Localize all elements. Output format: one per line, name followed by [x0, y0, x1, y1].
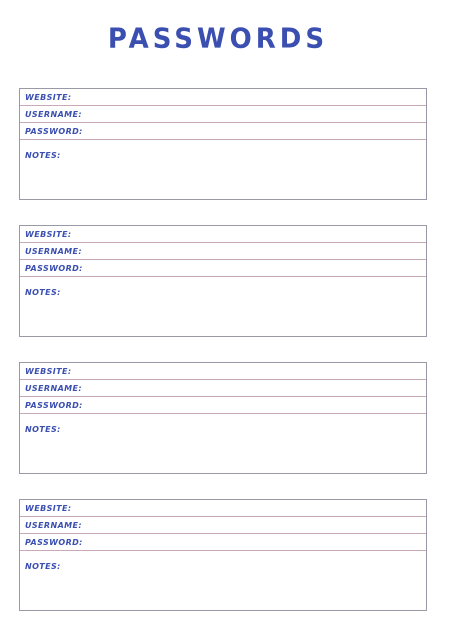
website-label: WEBSITE: [25, 92, 72, 102]
notes-label: NOTES: [25, 425, 61, 434]
username-row[interactable] [20, 380, 426, 397]
password-entry-card [19, 499, 427, 611]
website-label: WEBSITE: [25, 229, 72, 239]
password-label: PASSWORD: [25, 126, 83, 136]
notes-area[interactable] [20, 551, 426, 610]
password-row[interactable] [20, 397, 426, 414]
password-label: PASSWORD: [25, 537, 83, 547]
notes-area[interactable] [20, 277, 426, 336]
username-label: USERNAME: [25, 246, 82, 256]
password-entry-card [19, 88, 427, 200]
website-row[interactable] [20, 363, 426, 380]
password-label: PASSWORD: [25, 400, 83, 410]
website-row[interactable] [20, 500, 426, 517]
username-row[interactable] [20, 106, 426, 123]
username-row[interactable] [20, 243, 426, 260]
website-label: WEBSITE: [25, 366, 72, 376]
website-row[interactable] [20, 226, 426, 243]
website-label: WEBSITE: [25, 503, 72, 513]
page-title: PASSWORDS [107, 23, 329, 55]
notes-area[interactable] [20, 414, 426, 473]
username-row[interactable] [20, 517, 426, 534]
password-label: PASSWORD: [25, 263, 83, 273]
password-row[interactable] [20, 123, 426, 140]
password-row[interactable] [20, 534, 426, 551]
notes-label: NOTES: [25, 151, 61, 160]
password-entry-card [19, 362, 427, 474]
password-row[interactable] [20, 260, 426, 277]
username-label: USERNAME: [25, 520, 82, 530]
website-row[interactable] [20, 89, 426, 106]
username-label: USERNAME: [25, 109, 82, 119]
password-entry-card [19, 225, 427, 337]
notes-label: NOTES: [25, 288, 61, 297]
notes-area[interactable] [20, 140, 426, 199]
notes-label: NOTES: [25, 562, 61, 571]
username-label: USERNAME: [25, 383, 82, 393]
